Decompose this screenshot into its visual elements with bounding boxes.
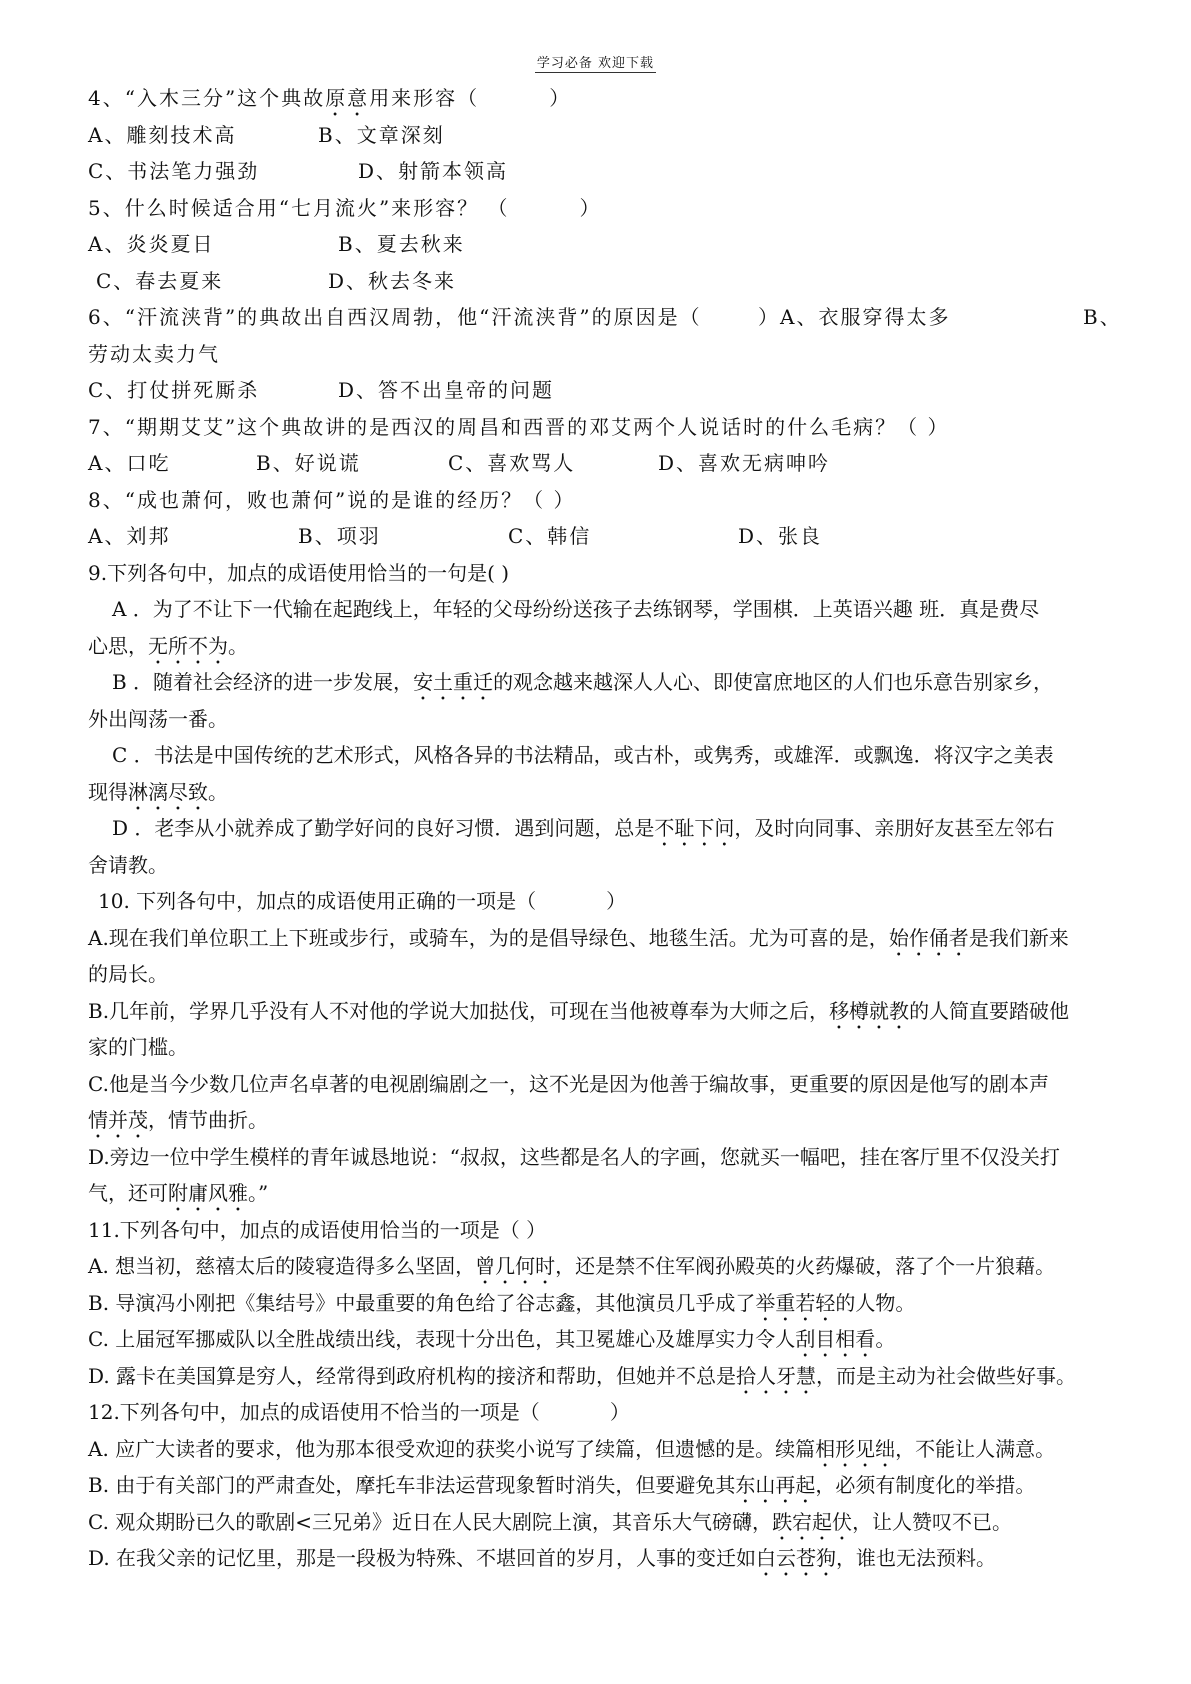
question-10-option-d-line2: 气，还可附庸风雅。” [88,1181,269,1205]
question-11-stem: 11.下列各句中，加点的成语使用恰当的一项是（ ） [88,1217,547,1242]
dotted-idiom: 情并茂 [88,1108,148,1132]
option-d: D、答不出皇帝的问题 [338,378,555,402]
option-c: C、打仗拼死厮杀 [88,378,260,402]
question-5-stem: 5、什么时候适合用“七月流火”来形容？ （ ） [88,195,602,220]
option-d: D、秋去冬来 [328,268,457,293]
option-a: A、衣服穿得太多 [780,305,951,329]
question-10-option-a-line2: 的局长。 [88,962,168,986]
option-d: D、张良 [738,524,823,548]
question-9-option-b-line2: 外出闯荡一番。 [88,706,228,731]
dotted-idiom: 白云苍狗 [756,1546,837,1570]
dotted-idiom: 淋漓尽致 [128,779,208,804]
question-10-option-c-line2: 情并茂，情节曲折。 [88,1108,268,1132]
question-12-option-d: D. 在我父亲的记忆里，那是一段极为特殊、不堪回首的岁月，人事的变迁如白云苍狗，谁也无法预料。 [88,1546,997,1570]
question-6-options-cd [88,372,1118,409]
option-a: A、口吃 [88,451,171,475]
question-12-option-b: B. 由于有关部门的严肃查处，摩托车非法运营现象暂时消失，但要避免其东山再起，必须有制度化的举措。 [88,1473,1036,1497]
option-b: B、项羽 [298,524,381,548]
dotted-idiom: 安土重迁 [413,670,494,694]
dotted-idiom: 跌宕起伏 [772,1509,853,1534]
option-c: C、韩信 [508,524,592,548]
option-a: A、刘邦 [88,524,171,548]
question-page [88,80,1122,1577]
question-9-option-c-line1: C ．书法是中国传统的艺术形式，风格各异的书法精品，或古朴，或隽秀，或雄浑．或飘逸．将汉字之美表 [112,743,1054,767]
option-b: B、 [1083,305,1122,329]
header-text: 学习必备 欢迎下载 [536,56,655,71]
dotted-word: 原意 [325,86,370,110]
question-11-option-d: D. 露卡在美国算是穷人，经常得到政府机构的接济和帮助，但她并不总是拾人牙慧，而是主动为社会做些好事。 [88,1363,1077,1388]
dotted-idiom: 东山再起 [735,1473,816,1497]
question-9-option-b-line1: B ．随着社会经济的进一步发展，安土重迁的观念越来越深人人心、即使富庶地区的人们也乐意告别家乡， [112,670,1054,694]
question-6-option-b-text: 劳动太卖力气 [88,341,220,366]
dotted-idiom: 相形见绌 [815,1436,896,1461]
question-12-option-a: A. 应广大读者的要求，他为那本很受欢迎的获奖小说写了续篇，但遗憾的是。续篇相形见绌，不能让人满意。 [88,1436,1056,1461]
question-9-option-d-line2: 舍请教。 [88,852,168,877]
dotted-idiom: 刮目相看 [795,1327,876,1351]
option-c: C、春去夏来 [96,268,224,293]
question-7-options [88,445,1118,482]
question-9-stem: 9.下列各句中，加点的成语使用恰当的一句是( ) [88,560,510,585]
question-12-option-c: C. 观众期盼已久的歌剧<三兄弟》近日在人民大剧院上演，其音乐大气磅礴，跌宕起伏，让人赞叹不已。 [88,1509,1013,1534]
question-5-options-cd [88,263,1118,300]
dotted-idiom: 拾人牙慧 [736,1363,817,1388]
question-10-option-b-line2: 家的门槛。 [88,1035,188,1059]
question-10-option-c-line1: C.他是当今少数几位声名卓著的电视剧编剧之一，这不光是因为他善于编故事，更重要的原因是他写的剧本声 [88,1071,1049,1096]
question-10-option-d-line1: D.旁边一位中学生模样的青年诚恳地说：“叔叔，这些都是名人的字画，您就买一幅吧，挂在客厅里不仅没关打 [88,1144,1060,1169]
question-4-options-ab [88,117,1118,154]
option-d: D、喜欢无病呻吟 [658,451,831,475]
question-9-option-c-line2: 现得淋漓尽致。 [88,779,228,804]
option-b: B、夏去秋来 [338,232,465,256]
question-12-stem: 12.下列各句中，加点的成语使用不恰当的一项是（ ） [88,1400,630,1424]
question-10-option-a-line1: A.现在我们单位职工上下班或步行，或骑车，为的是倡导绿色、地毯生活。尤为可喜的是，始作俑者是我们新来 [88,925,1069,950]
dotted-idiom: 无所不为 [148,633,228,658]
question-11-option-a: A. 想当初，慈禧太后的陵寝造得多么坚固，曾几何时，还是禁不住军阀孙殿英的火药爆破，落了个一片狼藉。 [88,1254,1056,1278]
question-10-stem: 10. 下列各句中，加点的成语使用正确的一项是（ ） [98,889,627,913]
question-9-option-a-line1: A ．为了不让下一代输在起跑线上，年轻的父母纷纷送孩子去练钢琴，学围棋．上英语兴趣 班．真是费尽 [112,597,1040,621]
question-7-stem: 7、“期期艾艾”这个典故讲的是西汉的周昌和西晋的邓艾两个人说话时的什么毛病？（ ） [88,414,950,439]
option-c: C、喜欢骂人 [448,451,576,475]
option-d: D、射箭本领高 [358,159,509,183]
option-c: C、书法笔力强劲 [88,159,260,183]
dotted-idiom: 不耻下问 [654,816,735,840]
question-6-stem: 6、“汗流浃背”的典故出自西汉周勃，他“汗流浃背”的原因是（ ） A、衣服穿得太多 B、 [88,299,1118,336]
dotted-idiom: 曾几何时 [475,1254,556,1278]
question-11-option-b: B. 导演冯小刚把《集结号》中最重要的角色给了谷志鑫，其他演员几乎成了举重若轻的人物。 [88,1290,916,1315]
option-b: B、文章深刻 [318,122,445,147]
question-4-options-cd [88,153,1118,190]
dotted-idiom: 举重若轻 [755,1290,836,1315]
option-a: A、雕刻技术高 [88,122,237,147]
dotted-idiom: 移樽就教 [829,998,910,1023]
dotted-idiom: 始作俑者 [888,925,969,950]
question-4-stem: 4、“入木三分”这个典故原意用来形容（ ） [88,86,572,110]
dotted-idiom: 附庸风雅 [168,1181,248,1205]
option-a: A、炎炎夏日 [88,232,215,256]
question-9-option-d-line1: D ．老李从小就养成了勤学好问的良好习惯．遇到问题，总是不耻下问，及时向同事、亲朋好友甚至左邻右 [112,816,1055,840]
question-8-stem: 8、“成也萧何，败也萧何”说的是谁的经历？（ ） [88,487,576,512]
question-11-option-c: C. 上届冠军挪威队以全胜战绩出线，表现十分出色，其卫冕雄心及雄厚实力令人刮目相看。 [88,1327,896,1351]
question-9-option-a-line2: 心思，无所不为。 [88,633,248,658]
page-header [0,52,1191,71]
question-5-options-ab [88,226,1118,263]
option-b: B、好说谎 [256,451,361,475]
question-10-option-b-line1: B.几年前，学界几乎没有人不对他的学说大加挞伐，可现在当他被尊奉为大师之后，移樽就教的人简直要踏破他 [88,998,1070,1023]
question-8-options [88,518,1118,555]
